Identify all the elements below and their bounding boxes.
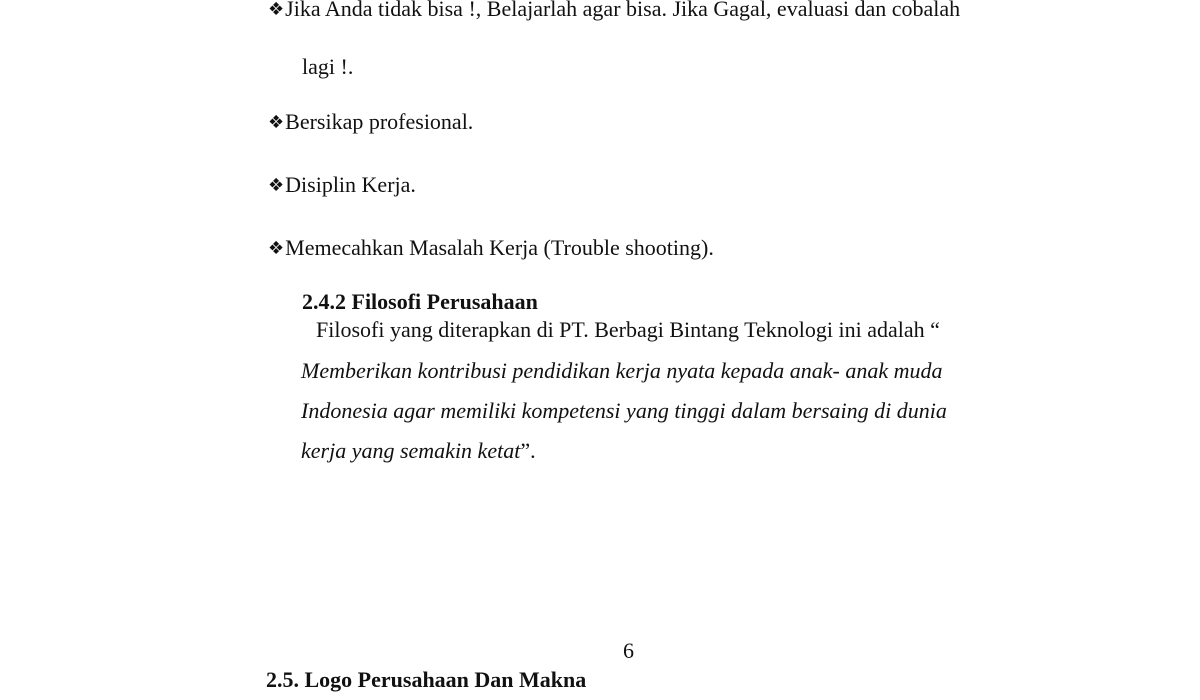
- filosofi-quote-line-3: [301, 438, 536, 464]
- filosofi-quote-line-2: Indonesia agar memiliki kompetensi yang tinggi dalam bersaing di dunia: [301, 398, 947, 423]
- section-heading-filosofi: 2.4.2 Filosofi Perusahaan: [302, 289, 538, 314]
- section-heading-logo: 2.5. Logo Perusahaan Dan Makna: [266, 667, 587, 692]
- bullet-item-4: [268, 235, 714, 262]
- page-number: 6: [623, 638, 634, 663]
- bullet-item-2: [268, 109, 473, 136]
- diamond-bullet-icon: ❖: [268, 238, 285, 259]
- filosofi-quote-end-italic: kerja yang semakin ketat: [301, 438, 521, 463]
- bullet-item-4-text: Memecahkan Masalah Kerja (Trouble shooting).: [285, 235, 714, 260]
- diamond-bullet-icon: ❖: [268, 175, 285, 196]
- diamond-bullet-icon: ❖: [268, 0, 285, 20]
- filosofi-intro: Filosofi yang diterapkan di PT. Berbagi Bintang Teknologi ini adalah “: [316, 317, 940, 342]
- filosofi-quote-close: ”.: [520, 438, 536, 463]
- bullet-item-1-continuation: lagi !.: [302, 54, 354, 79]
- diamond-bullet-icon: ❖: [268, 112, 285, 133]
- bullet-item-2-text: Bersikap profesional.: [285, 109, 474, 134]
- bullet-item-3: [268, 172, 416, 199]
- bullet-item-1: [268, 0, 960, 23]
- filosofi-quote-line-1: Memberikan kontribusi pendidikan kerja nyata kepada anak- anak muda: [301, 358, 943, 383]
- bullet-item-1-text: Jika Anda tidak bisa !, Belajarlah agar bisa. Jika Gagal, evaluasi dan cobalah: [285, 0, 961, 21]
- bullet-item-3-text: Disiplin Kerja.: [285, 172, 416, 197]
